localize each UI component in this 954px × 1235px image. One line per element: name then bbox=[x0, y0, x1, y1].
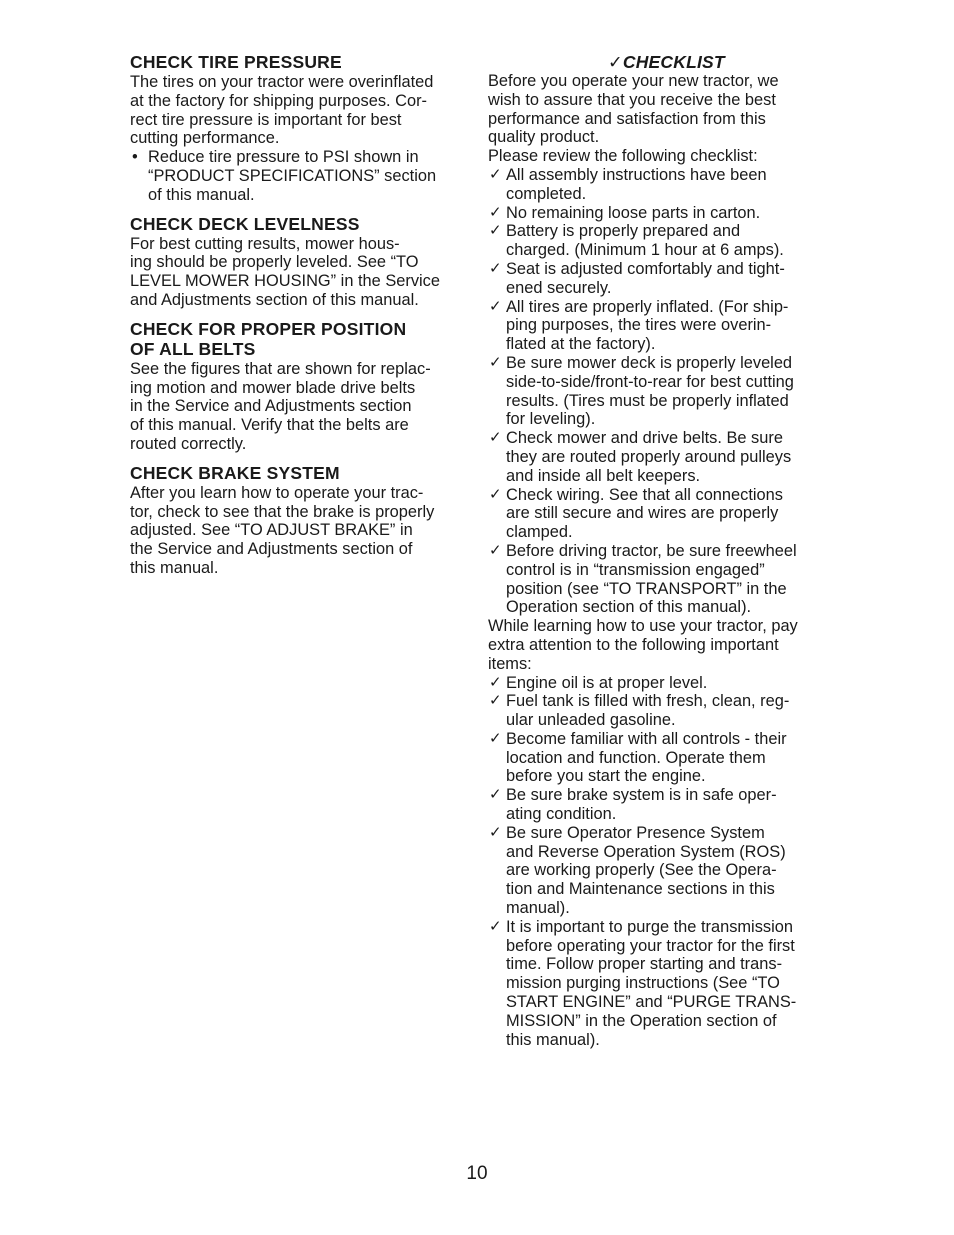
heading-deck-levelness: CHECK DECK LEVELNESS bbox=[130, 213, 360, 234]
check-mark-icon: ✓ bbox=[489, 692, 502, 710]
checklist-item-line: before operating your tractor for the first bbox=[506, 936, 795, 955]
checklist-item-line: and inside all belt keepers. bbox=[506, 466, 701, 485]
checklist-item-line: this manual). bbox=[506, 1030, 600, 1049]
checklist-item-line: Be sure brake system is in safe oper- bbox=[506, 786, 777, 805]
checklist-item-line: mission purging instructions (See “TO bbox=[506, 974, 780, 993]
checklist-item-line: manual). bbox=[506, 899, 570, 918]
checklist-item-line: results. (Tires must be properly inflated bbox=[506, 391, 789, 410]
checklist-item-line: they are routed properly around pulleys bbox=[506, 447, 792, 466]
checklist-item-line: and Reverse Operation System (ROS) bbox=[506, 842, 786, 861]
check-mark-icon: ✓ bbox=[489, 485, 502, 503]
checklist-item bbox=[488, 429, 833, 485]
text-line: Reduce tire pressure to PSI shown in bbox=[148, 148, 419, 167]
brake-system-text bbox=[130, 484, 470, 578]
checklist-item-line: Fuel tank is filled with fresh, clean, reg- bbox=[506, 692, 790, 711]
text-line: Before you operate your new tractor, we bbox=[488, 72, 779, 90]
check-mark-icon: ✓ bbox=[489, 259, 502, 277]
check-mark-icon: ✓ bbox=[489, 165, 502, 183]
checklist-item-line: tion and Maintenance sections in this bbox=[506, 880, 775, 899]
text-line: rect tire pressure is important for best bbox=[130, 110, 402, 129]
left-column bbox=[130, 52, 470, 587]
right-column bbox=[488, 52, 833, 1049]
checklist-item bbox=[488, 786, 833, 824]
checklist-item-line: ened securely. bbox=[506, 278, 612, 297]
checklist-item bbox=[488, 542, 833, 617]
checklist-item bbox=[488, 222, 833, 260]
checklist-item bbox=[488, 354, 833, 429]
checklist-middle-text bbox=[488, 617, 833, 673]
checklist-item-line: Before driving tractor, be sure freewheel bbox=[506, 541, 797, 560]
section-brake-system bbox=[130, 463, 470, 578]
text-line: See the figures that are shown for replac- bbox=[130, 359, 431, 378]
text-line: this manual. bbox=[130, 558, 219, 577]
checklist-item-line: Engine oil is at proper level. bbox=[506, 673, 708, 692]
text-line: performance and satisfaction from this bbox=[488, 109, 766, 128]
text-line: cutting performance. bbox=[130, 129, 280, 148]
checklist-item bbox=[488, 486, 833, 542]
checklist-item-line: clamped. bbox=[506, 523, 573, 542]
text-line: of this manual. Verify that the belts are bbox=[130, 416, 409, 435]
checklist-item-line: It is important to purge the transmission bbox=[506, 917, 793, 936]
heading-brake-system: CHECK BRAKE SYSTEM bbox=[130, 462, 340, 483]
checklist-item-line: Check mower and drive belts. Be sure bbox=[506, 429, 783, 448]
text-line: in the Service and Adjustments section bbox=[130, 397, 412, 416]
text-line: at the factory for shipping purposes. Cor- bbox=[130, 91, 428, 110]
checklist-item-line: START ENGINE” and “PURGE TRANS- bbox=[506, 993, 797, 1012]
text-line: of this manual. bbox=[148, 185, 255, 204]
checklist-items-b bbox=[488, 674, 833, 1050]
checklist-item-line: are working properly (See the Opera- bbox=[506, 861, 777, 880]
text-line: the Service and Adjustments section of bbox=[130, 540, 413, 559]
checklist-item bbox=[488, 674, 833, 693]
tire-pressure-bullet bbox=[130, 148, 470, 204]
checklist-item bbox=[488, 260, 833, 298]
text-line: and Adjustments section of this manual. bbox=[130, 290, 419, 309]
heading-tire-pressure: CHECK TIRE PRESSURE bbox=[130, 52, 342, 72]
section-deck-levelness bbox=[130, 214, 470, 310]
text-line: The tires on your tractor were overinflated bbox=[130, 73, 434, 91]
text-line: CHECK FOR PROPER POSITION bbox=[130, 318, 407, 339]
check-mark-icon: ✓ bbox=[489, 541, 502, 559]
text-line: “PRODUCT SPECIFICATIONS” section bbox=[148, 166, 437, 185]
checklist-item bbox=[488, 204, 833, 223]
belts-text bbox=[130, 360, 470, 454]
text-line: items: bbox=[488, 654, 532, 673]
text-line: wish to assure that you receive the best bbox=[488, 90, 776, 109]
checklist-item-line: for leveling). bbox=[506, 410, 596, 429]
text-line: ing motion and mower blade drive belts bbox=[130, 378, 416, 397]
check-mark-icon: ✓ bbox=[489, 823, 502, 841]
tire-pressure-bullet-text bbox=[148, 148, 470, 204]
checklist-item-line: Battery is properly prepared and bbox=[506, 222, 741, 241]
check-mark-icon: ✓ bbox=[489, 203, 502, 221]
checklist-item-line: completed. bbox=[506, 184, 587, 203]
checklist-item-line: ular unleaded gasoline. bbox=[506, 711, 676, 730]
checklist-item-line: Check wiring. See that all connections bbox=[506, 485, 783, 504]
checklist-title: ✓CHECKLIST bbox=[608, 52, 725, 72]
check-mark-icon: ✓ bbox=[489, 297, 502, 315]
text-line: extra attention to the following important bbox=[488, 635, 779, 654]
checklist-item-line: time. Follow proper starting and trans- bbox=[506, 955, 783, 974]
check-mark-icon: ✓ bbox=[489, 729, 502, 747]
text-line: After you learn how to operate your trac- bbox=[130, 483, 424, 502]
checklist-item-line: before you start the engine. bbox=[506, 767, 706, 786]
checklist-item bbox=[488, 692, 833, 730]
check-mark-icon: ✓ bbox=[489, 917, 502, 935]
text-line: OF ALL BELTS bbox=[130, 338, 256, 359]
checklist-item-line: ating condition. bbox=[506, 805, 617, 824]
text-line: For best cutting results, mower hous- bbox=[130, 234, 400, 253]
check-mark-icon: ✓ bbox=[489, 222, 502, 240]
checklist-item-line: position (see “TO TRANSPORT” in the bbox=[506, 579, 787, 598]
text-line: adjusted. See “TO ADJUST BRAKE” in bbox=[130, 521, 413, 540]
check-mark-icon: ✓ bbox=[489, 353, 502, 371]
check-mark-icon: ✓ bbox=[489, 429, 502, 447]
checklist-items-a bbox=[488, 166, 833, 617]
heading-belts bbox=[130, 319, 470, 359]
checklist-item bbox=[488, 918, 833, 1050]
section-belts bbox=[130, 319, 470, 454]
checklist-item-line: ping purposes, the tires were overin- bbox=[506, 316, 772, 335]
checklist-item-line: Operation section of this manual). bbox=[506, 598, 752, 617]
checklist-item bbox=[488, 298, 833, 354]
tire-pressure-text bbox=[130, 73, 470, 148]
checklist-item-line: control is in “transmission engaged” bbox=[506, 560, 765, 579]
checklist-item-line: location and function. Operate them bbox=[506, 748, 766, 767]
checklist-intro bbox=[488, 72, 833, 166]
checklist-item-line: Become familiar with all controls - their bbox=[506, 729, 787, 748]
text-line: tor, check to see that the brake is properly bbox=[130, 502, 435, 521]
checklist-item-line: side-to-side/front-to-rear for best cutting bbox=[506, 372, 794, 391]
checklist-item-line: are still secure and wires are properly bbox=[506, 504, 779, 523]
checklist-item-line: All assembly instructions have been bbox=[506, 165, 767, 184]
checklist-item bbox=[488, 730, 833, 786]
checklist-item-line: flated at the factory). bbox=[506, 335, 656, 354]
text-line: While learning how to use your tractor, pay bbox=[488, 617, 798, 636]
checklist-item-line: MISSION” in the Operation section of bbox=[506, 1011, 777, 1030]
checklist-item-line: Seat is adjusted comfortably and tight- bbox=[506, 259, 785, 278]
checklist-item-line: No remaining loose parts in carton. bbox=[506, 203, 761, 222]
checklist-item-line: All tires are properly inflated. (For ship- bbox=[506, 297, 789, 316]
checklist-item-line: charged. (Minimum 1 hour at 6 amps). bbox=[506, 241, 784, 260]
section-tire-pressure bbox=[130, 52, 470, 205]
checklist-item-line: Be sure Operator Presence System bbox=[506, 823, 765, 842]
checklist-item bbox=[488, 166, 833, 204]
text-line: LEVEL MOWER HOUSING” in the Service bbox=[130, 272, 440, 291]
deck-levelness-text bbox=[130, 235, 470, 310]
check-mark-icon: ✓ bbox=[489, 786, 502, 804]
text-line: Please review the following checklist: bbox=[488, 147, 758, 166]
bullet-mark: • bbox=[132, 148, 138, 167]
check-mark-icon: ✓ bbox=[489, 673, 502, 691]
checklist-item-line: Be sure mower deck is properly leveled bbox=[506, 353, 793, 372]
text-line: quality product. bbox=[488, 128, 600, 147]
page-number: 10 bbox=[466, 1163, 488, 1184]
text-line: routed correctly. bbox=[130, 434, 247, 453]
text-line: ing should be properly leveled. See “TO bbox=[130, 253, 419, 272]
checklist-item bbox=[488, 824, 833, 918]
